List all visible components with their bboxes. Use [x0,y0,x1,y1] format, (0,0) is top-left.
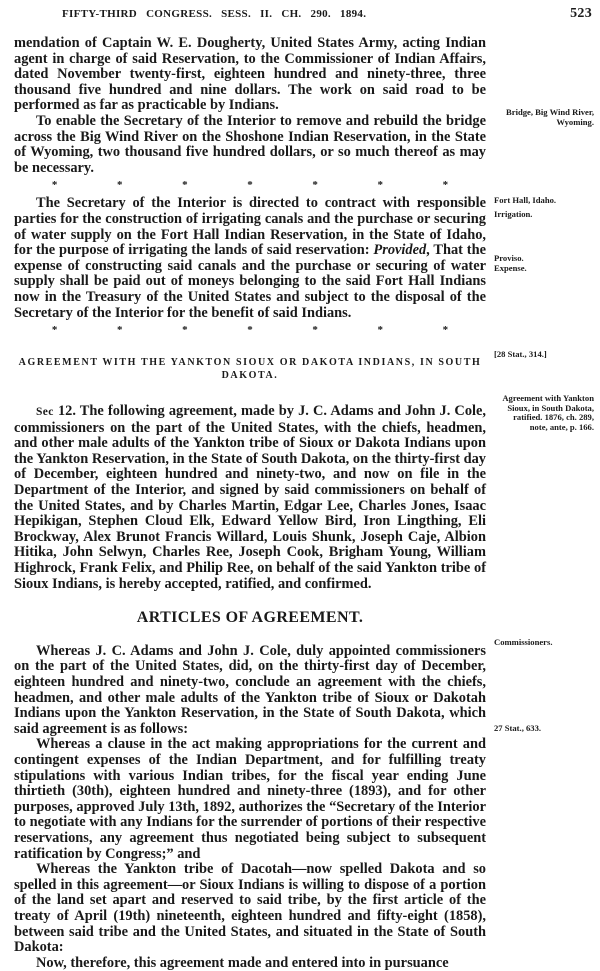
margin-note-stat-ref: [28 Stat., 314.] [494,349,547,359]
star: * [247,179,253,192]
star: * [51,324,58,337]
paragraph-fort-hall [14,196,486,321]
paragraph-whereas-yankton: Whereas the Yankton tribe of Dacotah—now spelled Dakota and so spelled in this agreement—or Sioux Indians is willing to dispose of a portion of the land set apart and reserved to said tribe, by the first article of the treaty of April (19th) nineteenth, eighteen hundred and fifty-eight (1858), between said tribe and the United States, and situated in the State of South Dakota: [14,861,486,956]
ellipsis-stars-2 [14,324,486,336]
star: * [442,179,449,192]
paragraph-section-12 [14,404,486,592]
paragraph-whereas-act: Whereas a clause in the act making appropriations for the current and contingent expenses of the Indian Department, and for fulfilling treaty stipulations with various Indian tribes, for the fiscal year ending June thirtieth (30th), eighteen hundred and ninety-three (1893), and for other purposes, approved July 13th, 1892, authorizes the “Secretary of the Interior to negotiate with any Indians for the surrender of portions of their respective reservations, any agreement thus negotiated being subject to subsequent ratification by Congress;” and [14,736,486,862]
fort-hall-text-b: , That the expense of constructing said canals and the purchase or securing of water supply shall be paid out of moneys belonging to the said Fort Hall Indians now in the Treasury of the United States and subject to the disposal of the Secretary of the Interior for the benefit of said Indians. [14,242,486,321]
section-12-text: 12. The following agreement, made by J. C. Adams and John J. Cole, commissioners on the part of the United States, with the chiefs, headmen, and other male adults of the Yankton tribe of Sioux or Dakota Indians upon the Yankton Reservation, in the State of South Dakota, on the thirty-first day of December, eighteen hundred and ninety-two, and now on file in the Department of the Interior, and signed by said commissioners on behalf of the United States, and by Charles Martin, Edgar Lee, Charles Jones, Isaac Hepikigan, Stephen Cloud Elk, Edward Yellow Bird, Iron Lingthing, Eli Brockway, Alex Brunot Francis Willard, Louis Shunk, Joseph Caje, Albion Hitika, John Selwyn, Charles Ree, Joseph Cook, Brigham Young, William Highrock, Frank Felix, and Philip Ree, on behalf of the said Yankton tribe of Sioux Indians, is hereby accepted, ratified, and confirmed. [14,403,486,592]
star: * [51,179,58,192]
paragraph-whereas-commissioners: Whereas J. C. Adams and John J. Cole, duly appointed commissioners on the part of the United States, did, on the thirty-first day of December, eighteen hundred and ninety-two, conclude an agreement with the chiefs, headmen, and other male adults of the Yankton tribe of Sioux or Dakotah Indians upon the Yankton Reservation, in the State of South Dakota, which said agreement is as follows: [14,642,486,737]
margin-note-fort-hall: Fort Hall, Idaho. [494,195,557,205]
paragraph-bridge: To enable the Secretary of the Interior to remove and rebuild the bridge across the Big Wind River on the Shoshone Indian Reservation, in the State of Wyoming, two thousand five hundred dollars, or so much thereof as may be necessary. [14,112,486,176]
star: * [182,324,188,337]
margin-note-expense: Expense. [494,263,527,273]
margin-note-bridge: Bridge, Big Wind River, Wyoming. [506,107,594,127]
paragraph-road-work: mendation of Captain W. E. Dougherty, United States Army, acting Indian agent in charge of said Reservation, to the Commissioner of Indian Affairs, dated November twenty-first, eighteen hundred and ninety-three, three thousand five hundred and nine dollars. The work on said road to be performed as far as practicable by Indians. [14,35,486,114]
ellipsis-stars-1 [14,179,486,191]
margin-note-commissioners: Commissioners. [494,637,553,647]
margin-note-stat-633: 27 Stat., 633. [494,723,542,733]
star: * [247,324,253,337]
star: * [116,324,123,337]
star: * [312,324,318,337]
star: * [312,179,318,192]
margin-note-irrigation: Irrigation. [494,209,533,219]
star: * [442,324,449,337]
star: * [377,324,384,337]
running-header [26,6,592,24]
page-number: 523 [570,6,592,21]
star: * [116,179,123,192]
main-text-column [14,36,486,971]
agreement-title: AGREEMENT WITH THE YANKTON SIOUX OR DAKOTA INDIANS, IN SOUTH DAKOTA. [18,357,482,382]
proviso-word: Provided [373,242,427,259]
margin-note-agreement: Agreement with Yankton Sioux, in South Dakota, ratified. 1876, ch. 289, note, ante, p. 166. [502,393,594,432]
margin-note-proviso: Proviso. [494,253,524,263]
section-label: Sec [36,406,54,419]
articles-heading: ARTICLES OF AGREEMENT. [136,609,364,627]
star: * [377,179,384,192]
header-title: FIFTY-THIRD CONGRESS. SESS. II. CH. 290. 1894. [62,8,367,20]
fort-hall-text-a: The Secretary of the Interior is directed to contract with responsible parties for the construction of irrigating canals and the purchase or securing of water supply on the Fort Hall Indian Reservation, in the State of Idaho, for the purpose of irrigating the lands of said reservation: [14,195,486,259]
star: * [182,179,188,192]
paragraph-now-therefore: Now, therefore, this agreement made and entered into in pursuance [36,954,449,971]
